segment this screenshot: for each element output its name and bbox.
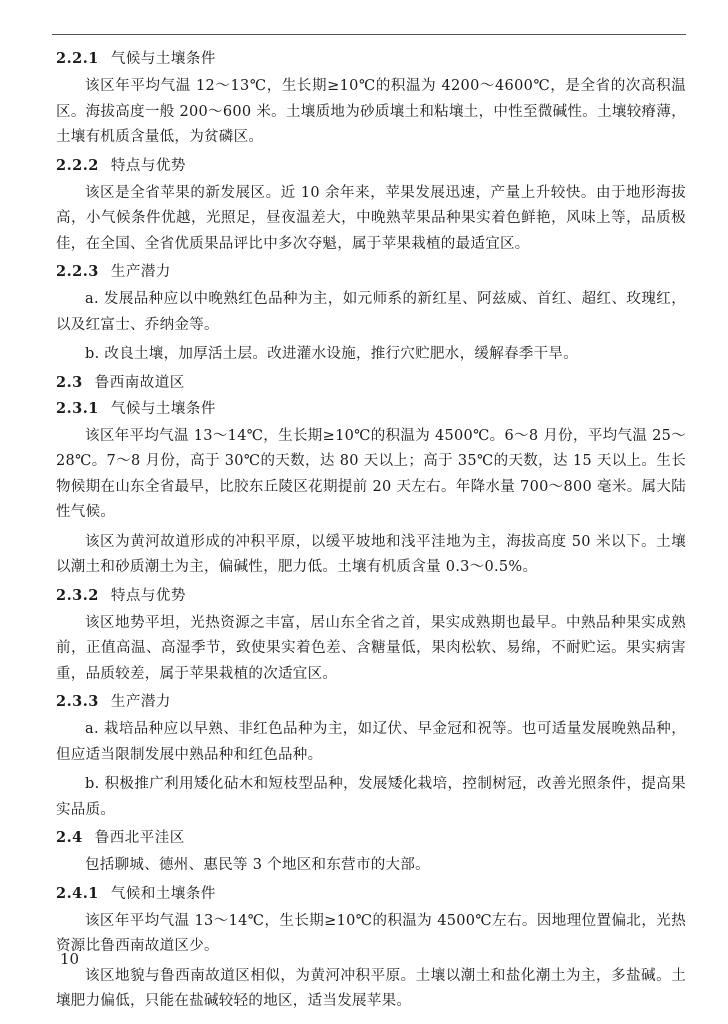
header-rule: [52, 34, 686, 35]
paragraph: 该区是全省苹果的新发展区。近 10 余年来，苹果发展迅速，产量上升较快。由于地形海拔高，小气候条件优越，光照足，昼夜温差大，中晚熟苹果品种果实着色鲜艳，风味上等，品质极佳，在全国、全省优质果品评比中多次夺魁，属于苹果栽植的最适宜区。: [56, 184, 686, 252]
heading-2-2-2: 2.2.2 特点与优势: [56, 156, 186, 174]
heading-2-2-3: 2.2.3 生产潜力: [56, 263, 171, 280]
paragraph: b. 积极推广利用矮化砧木和短枝型品种，发展矮化栽培，控制树冠，改善光照条件，提高果实品质。: [56, 776, 686, 818]
paragraph: 该区地貌与鲁西南故道区相似，为黄河冲积平原。土壤以潮土和盐化潮土为主，多盐碱。土壤肥力偏低，只能在盐碱较轻的地区，适当发展苹果。: [56, 967, 686, 1009]
paragraph: 该区地势平坦，光热资源之丰富，居山东全省之首，果实成熟期也最早。中熟品种果实成熟前，正值高温、高湿季节，致使果实着色差、含糖量低，果肉松软、易绵，不耐贮运。果实病害重，品质较差，属于苹果栽植的次适宜区。: [56, 614, 686, 682]
heading-2-3-1: 2.3.1 气候与土壤条件: [56, 399, 216, 417]
paragraph: 该区为黄河故道形成的冲积平原，以缓平坡地和浅平洼地为主，海拔高度 50 米以下。土壤以潮土和砂质潮土为主，偏碱性，肥力低。土壤有机质含量 0.3～0.5%。: [56, 533, 686, 575]
paragraph: 该区年平均气温 13～14℃，生长期≥10℃的积温为 4500℃。6～8 月份，平均气温 25～28℃。7～8 月份，高于 30℃的天数，达 80 天以上；高于 35℃的天数，达 15 天以上。生长物候期在山东全省最早，比胶东丘陵区花期提前 20 天左右。年降水量 700～800 毫米。属大陆性气候。: [56, 427, 686, 520]
heading-2-2-1: 2.2.1 气候与土壤条件: [56, 50, 216, 67]
paragraph: 该区年平均气温 12～13℃，生长期≥10℃的积温为 4200～4600℃，是全省的次高积温区。海拔高度一般 200～600 米。土壤质地为砂质壤土和粘壤土，中性至微碱性。土壤较瘠薄，土壤有机质含量低，为贫磷区。: [56, 78, 686, 145]
heading-2-4-1: 2.4.1 气候和土壤条件: [56, 884, 216, 902]
heading-2-3-2: 2.3.2 特点与优势: [56, 586, 186, 604]
paragraph: 该区年平均气温 13～14℃，生长期≥10℃的积温为 4500℃左右。因地理位置偏北，光热资源比鲁西南故道区少。: [56, 912, 686, 954]
paragraph: b. 改良土壤，加厚活土层。改进灌水设施，推行穴贮肥水，缓解春季干旱。: [85, 346, 578, 362]
paragraph: 包括聊城、德州、惠民等 3 个地区和东营市的大部。: [85, 857, 430, 873]
paragraph: a. 栽培品种应以早熟、非红色品种为主，如辽伏、早金冠和祝等。也可适量发展晚熟品种，但应适当限制发展中熟品种和红色品种。: [56, 721, 686, 763]
page-number: 10: [60, 950, 80, 968]
heading-2-4: 2.4 鲁西北平洼区: [56, 829, 185, 846]
paragraph: a. 发展品种应以中晚熟红色品种为主，如元师系的新红星、阿兹威、首红、超红、玫瑰红，以及红富士、乔纳金等。: [56, 291, 686, 333]
heading-2-3-3: 2.3.3 生产潜力: [56, 693, 171, 710]
heading-2-3: 2.3 鲁西南故道区: [56, 373, 185, 391]
document-body: [56, 48, 686, 1019]
